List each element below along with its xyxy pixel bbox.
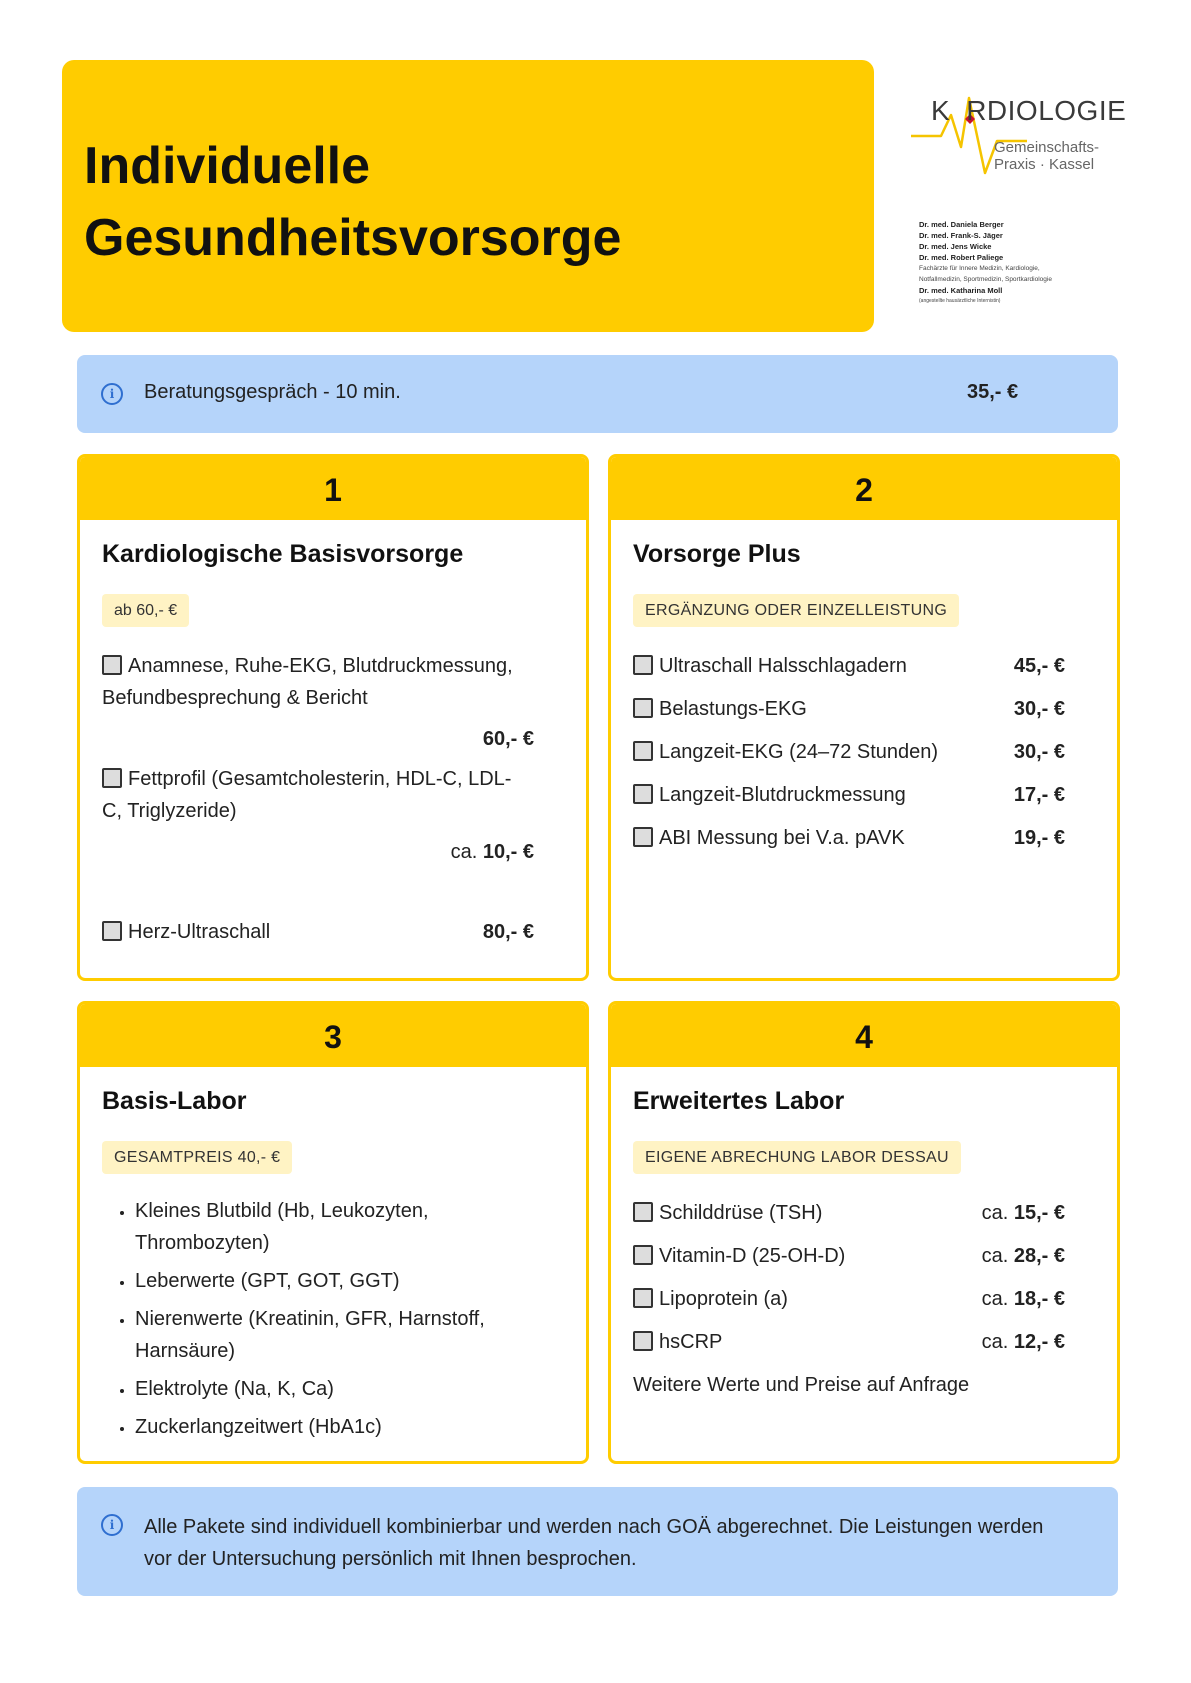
card-number: 4 bbox=[611, 1004, 1117, 1067]
checkbox-icon[interactable] bbox=[102, 921, 122, 941]
doctor-name: Dr. med. Katharina Moll bbox=[919, 286, 1003, 295]
checkbox-icon[interactable] bbox=[633, 1202, 653, 1222]
list-item: • Kleines Blutbild (Hb, Leukozyten, Thrombozyten) bbox=[135, 1195, 565, 1259]
consultation-price: 35,- € bbox=[967, 381, 1019, 403]
package-card-3 bbox=[77, 1001, 589, 1464]
service-item: Fettprofil (Gesamtcholesterin, HDL-C, LDL- C, Triglyzeride) bbox=[102, 768, 512, 822]
price-badge: GESAMTPREIS 40,- € bbox=[102, 1141, 292, 1174]
page-header bbox=[62, 60, 874, 332]
card-title: Vorsorge Plus bbox=[633, 540, 801, 568]
service-item: Langzeit-EKG (24–72 Stunden) bbox=[633, 736, 938, 768]
service-price: 60,- € bbox=[482, 728, 534, 750]
checkbox-icon[interactable] bbox=[102, 655, 122, 675]
title-line-2: Gesundheitsvorsorge bbox=[84, 209, 622, 267]
price-badge: ab 60,- € bbox=[102, 594, 189, 627]
card-title: Erweitertes Labor bbox=[633, 1087, 845, 1115]
doctor-name: Dr. med. Daniela Berger bbox=[919, 220, 1004, 229]
specialty-line: Fachärzte für Innere Medizin, Kardiologie, bbox=[919, 265, 1040, 272]
info-icon: i bbox=[101, 383, 123, 405]
doctor-name: Dr. med. Jens Wicke bbox=[919, 242, 992, 251]
service-price: ca. 18,- € bbox=[981, 1288, 1065, 1310]
service-item: Langzeit-Blutdruckmessung bbox=[633, 779, 906, 811]
consultation-banner bbox=[77, 355, 1118, 433]
list-item: • Elektrolyte (Na, K, Ca) bbox=[135, 1373, 565, 1405]
card-number: 1 bbox=[80, 457, 586, 520]
service-price: 17,- € bbox=[1013, 784, 1065, 806]
service-price: ca. 28,- € bbox=[981, 1245, 1065, 1267]
service-price: 45,- € bbox=[1013, 655, 1065, 677]
practice-logo bbox=[905, 95, 1135, 305]
title-line-1: Individuelle bbox=[84, 137, 371, 195]
service-item: ABI Messung bei V.a. pAVK bbox=[633, 822, 905, 854]
package-card-1 bbox=[77, 454, 589, 981]
checkbox-icon[interactable] bbox=[633, 1331, 653, 1351]
checkbox-icon[interactable] bbox=[633, 784, 653, 804]
service-price: 30,- € bbox=[1013, 698, 1065, 720]
footer-note bbox=[77, 1487, 1118, 1596]
list-item: • Leberwerte (GPT, GOT, GGT) bbox=[135, 1265, 565, 1297]
checkbox-icon[interactable] bbox=[102, 768, 122, 788]
service-item: Vitamin-D (25-OH-D) bbox=[633, 1240, 845, 1272]
doctor-name: Dr. med. Robert Paliege bbox=[919, 253, 1004, 262]
service-price: 80,- € bbox=[482, 921, 534, 943]
doctor-list bbox=[919, 219, 1052, 307]
footer-note-text: Alle Pakete sind individuell kombinierbar und werden nach GOÄ abgerechnet. Die Leistungen werden vor der Untersuchung persönlich mit Ihnen besprochen. bbox=[144, 1516, 1044, 1570]
service-item: Herz-Ultraschall bbox=[102, 916, 270, 948]
card-title: Basis-Labor bbox=[102, 1087, 247, 1115]
service-price: ca. 10,- € bbox=[450, 841, 534, 863]
price-badge: EIGENE ABRECHUNG LABOR DESSAU bbox=[633, 1141, 961, 1174]
service-item: Ultraschall Halsschlagadern bbox=[633, 650, 907, 682]
logo-subtitle: Gemeinschafts- Praxis · Kassel bbox=[994, 139, 1100, 173]
doctor-note: (angestellte hausärztliche Internistin) bbox=[919, 298, 1001, 304]
checkbox-icon[interactable] bbox=[633, 827, 653, 847]
logo-wordmark: K RDIOLOGIE bbox=[931, 95, 1127, 126]
service-item: Belastungs-EKG bbox=[633, 693, 807, 725]
service-item: Schilddrüse (TSH) bbox=[633, 1197, 822, 1229]
service-price: ca. 12,- € bbox=[981, 1331, 1065, 1353]
checkbox-icon[interactable] bbox=[633, 698, 653, 718]
specialty-line: Notfallmedizin, Sportmedizin, Sportkardiologie bbox=[919, 276, 1052, 283]
more-values-note: Weitere Werte und Preise auf Anfrage bbox=[633, 1374, 970, 1396]
card-number: 2 bbox=[611, 457, 1117, 520]
lab-values-list bbox=[102, 1195, 565, 1449]
list-item: • Nierenwerte (Kreatinin, GFR, Harnstoff, Harnsäure) bbox=[135, 1303, 565, 1367]
checkbox-icon[interactable] bbox=[633, 1288, 653, 1308]
checkbox-icon[interactable] bbox=[633, 741, 653, 761]
service-item: Lipoprotein (a) bbox=[633, 1283, 788, 1315]
checkbox-icon[interactable] bbox=[633, 655, 653, 675]
list-item: • Zuckerlangzeitwert (HbA1c) bbox=[135, 1411, 565, 1443]
package-card-4 bbox=[608, 1001, 1120, 1464]
service-item: hsCRP bbox=[633, 1326, 722, 1358]
service-price: 30,- € bbox=[1013, 741, 1065, 763]
price-badge: ERGÄNZUNG ODER EINZELLEISTUNG bbox=[633, 594, 959, 627]
service-item: Anamnese, Ruhe-EKG, Blutdruckmessung, Befundbesprechung & Bericht bbox=[102, 655, 513, 709]
page-title bbox=[84, 130, 874, 274]
checkbox-icon[interactable] bbox=[633, 1245, 653, 1265]
info-icon: i bbox=[101, 1514, 123, 1536]
service-price: ca. 15,- € bbox=[981, 1202, 1065, 1224]
card-number: 3 bbox=[80, 1004, 586, 1067]
service-price: 19,- € bbox=[1013, 827, 1065, 849]
card-title: Kardiologische Basisvorsorge bbox=[102, 540, 464, 568]
package-card-2 bbox=[608, 454, 1120, 981]
consultation-label: Beratungsgespräch - 10 min. bbox=[144, 381, 401, 403]
doctor-name: Dr. med. Frank-S. Jäger bbox=[919, 231, 1003, 240]
